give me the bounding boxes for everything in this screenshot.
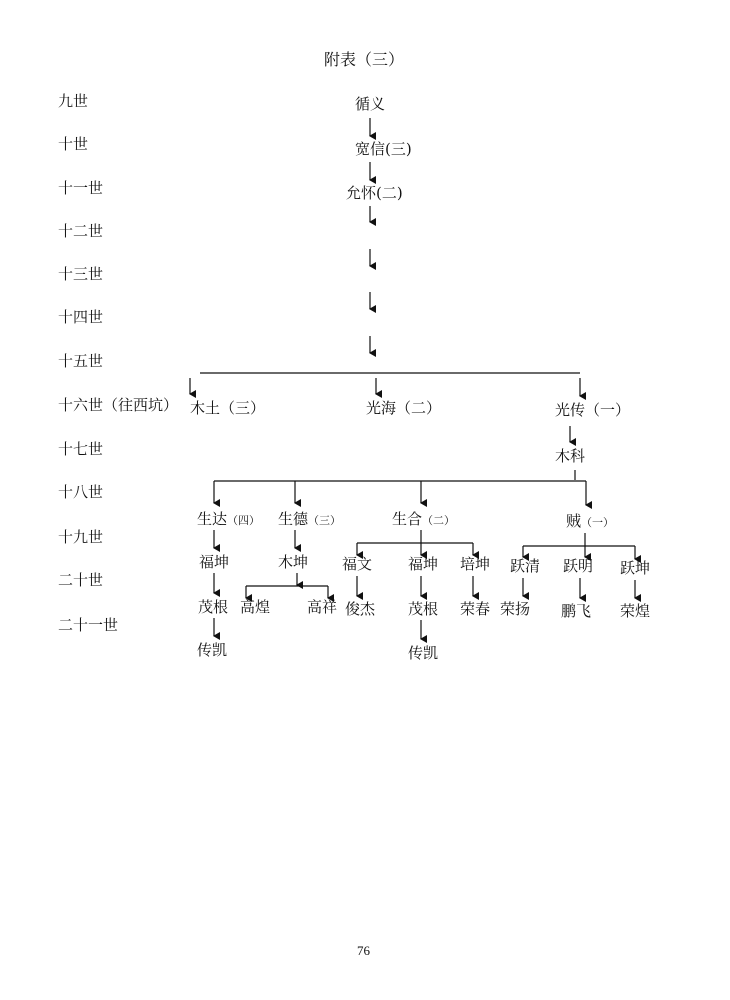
- generation-label: 十四世: [58, 308, 104, 326]
- person-name-text: 传凯: [408, 644, 439, 662]
- person-name-text: 传凯: [197, 641, 228, 659]
- person-name-text: 木科: [555, 447, 586, 465]
- person-name-text: 跃坤: [620, 559, 651, 577]
- person-name-text: 光传（一）: [555, 401, 631, 419]
- rank-note: （四）: [227, 514, 261, 527]
- generation-label: 十七世: [58, 440, 104, 458]
- person-name-text: 循义: [355, 95, 386, 113]
- generation-label: 九世: [58, 92, 89, 110]
- person-name-text: 跃明: [563, 557, 594, 575]
- person-name-text: 跃清: [510, 557, 541, 575]
- person-name-text: 光海（二）: [366, 399, 442, 417]
- person-name-text: 木土（三）: [190, 399, 266, 417]
- person-name-text: 贼: [566, 512, 582, 530]
- page-title: 附表（三）: [324, 50, 405, 69]
- person-name-text: 荣扬: [500, 600, 531, 618]
- generation-label: 十世: [58, 135, 89, 153]
- generation-label: 十六世（往西坑）: [58, 396, 179, 414]
- person-name-text: 生德: [278, 510, 309, 528]
- rank-note: （三）: [308, 514, 342, 527]
- person-name-text: 福坤: [408, 555, 439, 573]
- person-name-text: 福坤: [199, 553, 230, 571]
- person-name-text: 荣煌: [620, 602, 651, 620]
- person-name-text: 生合: [392, 510, 423, 528]
- person-name-text: 宽信(三): [355, 140, 412, 158]
- generation-label: 十一世: [58, 179, 104, 197]
- person-name-text: 木坤: [278, 553, 309, 571]
- person-name-text: 荣春: [460, 600, 491, 618]
- generation-label: 十五世: [58, 352, 104, 370]
- page-number: 76: [357, 943, 370, 958]
- person-name-text: 培坤: [460, 555, 491, 573]
- generation-label: 十八世: [58, 483, 104, 501]
- person-name-text: 高煌: [240, 598, 271, 616]
- person-name-text: 高祥: [307, 598, 338, 616]
- generation-label: 十二世: [58, 222, 104, 240]
- generation-label: 二十一世: [58, 616, 119, 634]
- generation-label: 二十世: [58, 571, 104, 589]
- person-name-text: 福文: [342, 555, 373, 573]
- rank-note: （二）: [422, 514, 456, 527]
- person-name-text: 鹏飞: [561, 602, 592, 620]
- person-name-text: 俊杰: [345, 600, 376, 618]
- generation-label: 十三世: [58, 265, 104, 283]
- generation-label: 十九世: [58, 528, 104, 546]
- person-name-text: 茂根: [198, 598, 229, 616]
- person-name-text: 茂根: [408, 600, 439, 618]
- person-name-text: 允怀(二): [346, 184, 403, 202]
- rank-note: （一）: [581, 516, 615, 529]
- person-name-text: 生达: [197, 510, 228, 528]
